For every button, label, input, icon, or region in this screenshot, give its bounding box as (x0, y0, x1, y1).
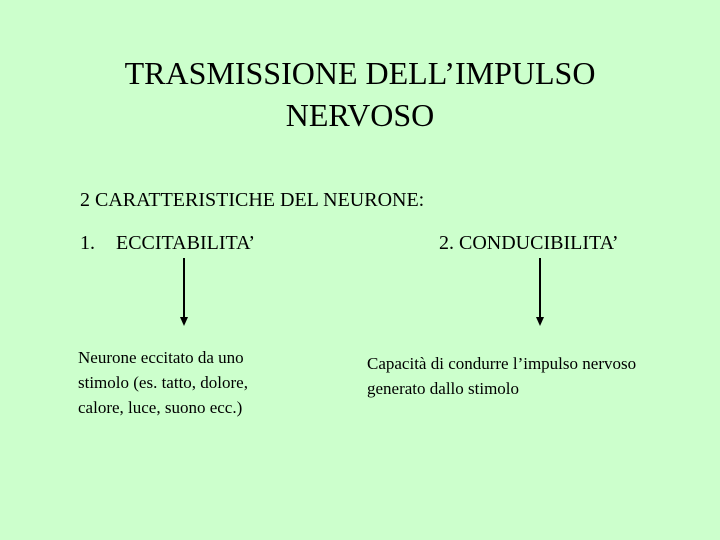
slide-title-line-1: TRASMISSIONE DELL’IMPULSO (124, 55, 596, 91)
right-arrow (536, 258, 544, 326)
right-description: Capacità di condurre l’impulso nervoso generato dallo stimolo (367, 354, 637, 398)
slide-title (0, 52, 720, 136)
right-heading: 2. CONDUCIBILITA’ (439, 232, 619, 254)
slide-subtitle: 2 CARATTERISTICHE DEL NEURONE: (80, 189, 425, 211)
left-heading-number: 1. (80, 232, 95, 254)
left-heading (80, 229, 255, 257)
left-description: Neurone eccitato da uno stimolo (es. tatto, dolore, calore, luce, suono ecc.) (78, 348, 248, 417)
left-heading-label: ECCITABILITA’ (116, 232, 255, 254)
left-arrow (180, 258, 188, 326)
slide-title-line-2: NERVOSO (285, 97, 435, 133)
